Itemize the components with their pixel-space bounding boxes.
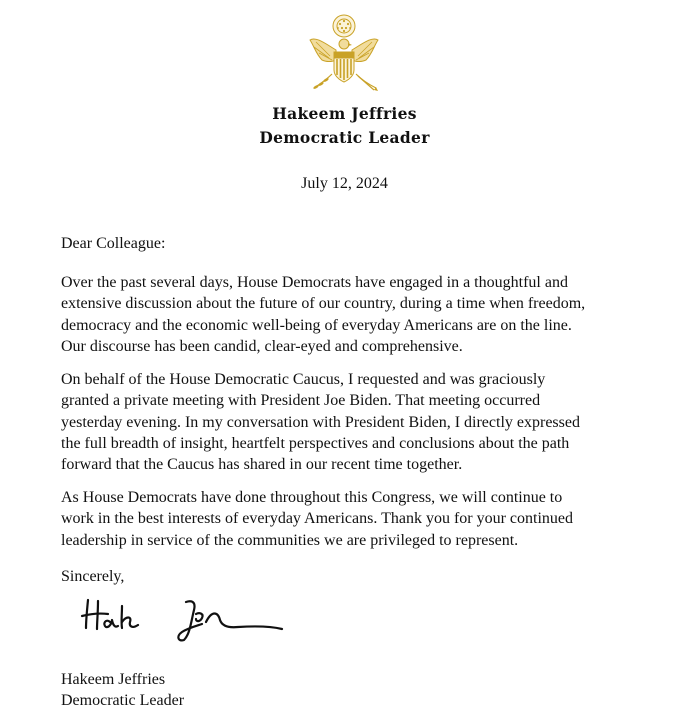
- paragraph-line: As House Democrats have done throughout this Congress, we will continue to: [61, 489, 563, 506]
- paragraph-line: leadership in service of the communities we are privileged to represent.: [61, 531, 519, 549]
- paragraph-line: granted a private meeting with President Joe Biden. That meeting occurred: [61, 392, 541, 410]
- body-paragraph-3: [61, 487, 661, 551]
- paragraph-line: yesterday evening. In my conversation with President Biden, I directly expressed: [61, 413, 580, 431]
- letterhead-name: Hakeem Jeffries: [272, 104, 417, 123]
- handwritten-signature: [78, 592, 288, 644]
- paragraph-line: forward that the Caucus has shared in our recent time together.: [61, 456, 463, 474]
- body-paragraph-1: [61, 272, 661, 357]
- closing: Sincerely,: [61, 568, 125, 585]
- letter-date: July 12, 2024: [301, 175, 388, 192]
- paragraph-line: Our discourse has been candid, clear-eyed and comprehensive.: [61, 337, 463, 355]
- paragraph-line: democracy and the economic well-being of everyday Americans are on the line.: [61, 316, 572, 334]
- paragraph-line: work in the best interests of everyday Americans. Thank you for your continued: [61, 510, 574, 528]
- salutation: Dear Colleague:: [61, 235, 166, 252]
- paragraph-line: Over the past several days, House Democrats have engaged in a thoughtful and: [61, 274, 568, 291]
- signer-title: Democratic Leader: [61, 692, 185, 709]
- house-seal-icon: [302, 12, 386, 92]
- body-paragraph-2: [61, 369, 661, 475]
- signer-name: Hakeem Jeffries: [61, 671, 166, 688]
- paragraph-line: extensive discussion about the future of our country, during a time when freedom,: [61, 295, 586, 313]
- paragraph-line: On behalf of the House Democratic Caucus, I requested and was graciously: [61, 371, 546, 388]
- letterhead-title: Democratic Leader: [259, 128, 430, 147]
- paragraph-line: the full breadth of insight, heartfelt perspectives and conclusions about the path: [61, 434, 570, 452]
